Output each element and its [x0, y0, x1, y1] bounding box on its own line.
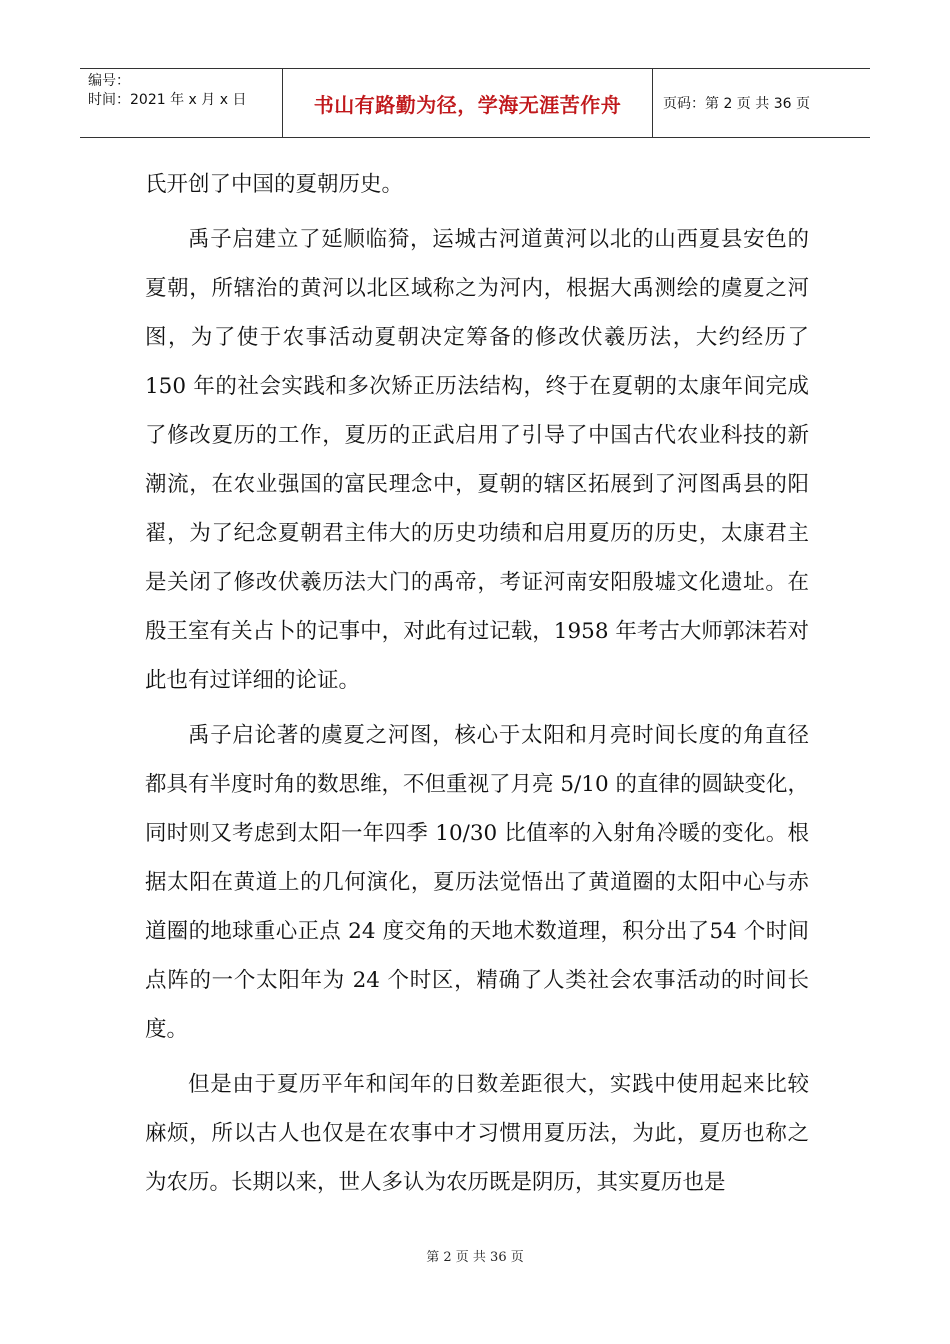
header-page-info: 页码：第 2 页 共 36 页 [663, 96, 810, 112]
document-body [145, 160, 809, 1207]
header-motto: 书山有路勤为径，学海无涯苦作舟 [282, 69, 653, 137]
paragraph: 禹子启论著的虞夏之河图，核心于太阳和月亮时间长度的角直径都具有半度时角的数思维，不但重视了月亮 5/10 的直律的圆缺变化，同时则又考虑到太阳一年四季 10/30 比值率的入射角冷暖的变化。根据太阳在黄道上的几何演化，夏历法觉悟出了黄道圈的太阳中心与赤道圈的地球重心正点 24 度交角的天地术数道理，积分出了54 个时间点阵的一个太阳年为 24 个时区，精确了人类社会农事活动的时间长度。 [145, 723, 809, 1042]
paragraph: 氏开创了中国的夏朝历史。 [145, 172, 404, 197]
paragraph: 但是由于夏历平年和闰年的日数差距很大，实践中使用起来比较麻烦，所以古人也仅是在农事中才习惯用夏历法，为此，夏历也称之为农历。长期以来，世人多认为农历既是阴历，其实夏历也是 [145, 1072, 809, 1195]
document-time-label: 时间：2021 年 x 月 x 日 [88, 92, 247, 108]
page-header [80, 68, 870, 138]
document-number-label: 编号： [88, 73, 130, 89]
header-meta [80, 69, 282, 137]
paragraph: 禹子启建立了延顺临猗，运城古河道黄河以北的山西夏县安色的夏朝，所辖治的黄河以北区域称之为河内，根据大禹测绘的虞夏之河图，为了使于农事活动夏朝决定筹备的修改伏羲历法，大约经历了 150 年的社会实践和多次矫正历法结构，终于在夏朝的太康年间完成了修改夏历的工作，夏历的正武启用了引导了中国古代农业科技的新潮流，在农业强国的富民理念中，夏朝的辖区拓展到了河图禹县的阳翟，为了纪念夏朝君主伟大的历史功绩和启用夏历的历史，太康君主是关闭了修改伏羲历法大门的禹帝，考证河南安阳殷墟文化遗址。在殷王室有关占卜的记事中，对此有过记载，1958 年考古大师郭沫若对此也有过详细的论证。 [145, 227, 809, 693]
page-footer: 第 2 页 共 36 页 [426, 1250, 524, 1265]
